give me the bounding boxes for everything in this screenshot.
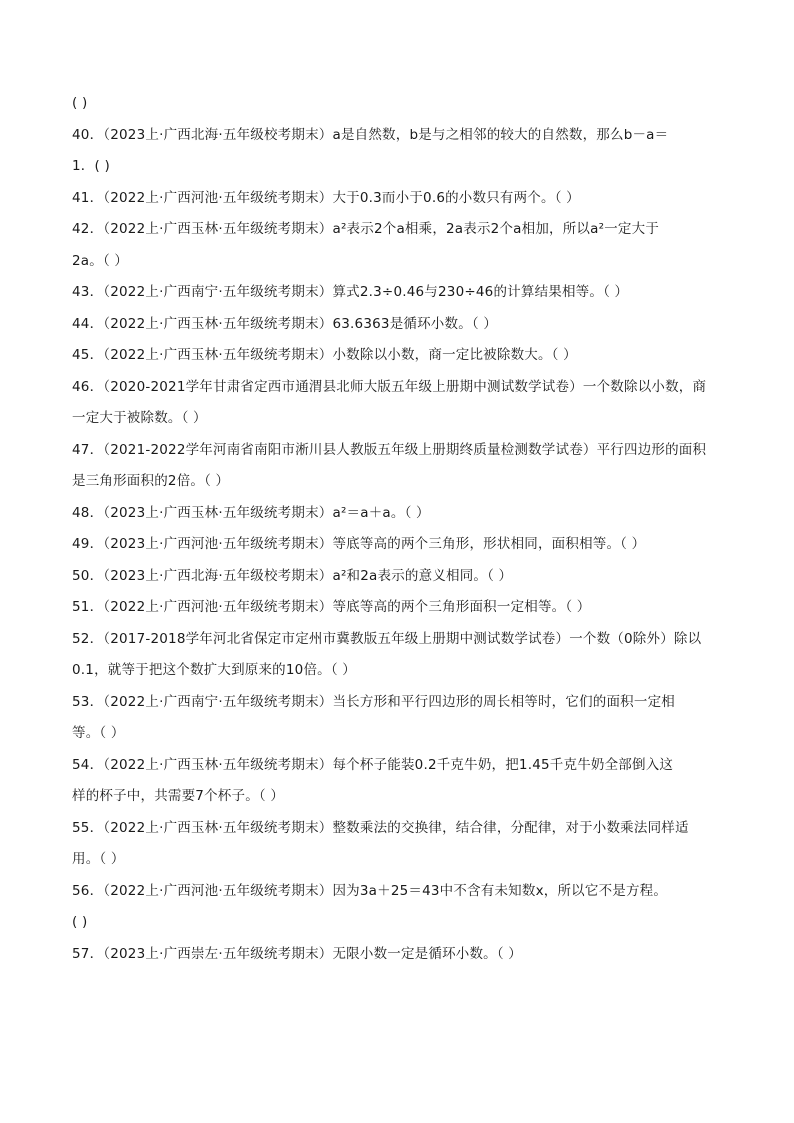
question-54-line-2: 样的杯子中，共需要7个杯子。（ ） <box>72 788 285 804</box>
question-43: 43．（2022上·广西南宁·五年级统考期末）算式2.3÷0.46与230÷46的计算结果相等。（ ） <box>72 284 629 300</box>
question-54-line-1: 54．（2022上·广西玉林·五年级统考期末）每个杯子能装0.2千克牛奶，把1.45千克牛奶全部倒入这 <box>72 756 674 773</box>
question-56-line-1: 56．（2022上·广西河池·五年级统考期末）因为3a＋25＝43中不含有未知数x，所以它不是方程。 <box>72 882 668 899</box>
question-55-line-1: 55．（2022上·广西玉林·五年级统考期末）整数乘法的交换律，结合律，分配律，对于小数乘法同样适 <box>72 819 689 836</box>
question-52-line-1: 52．（2017-2018学年河北省保定市定州市冀教版五年级上册期中测试数学试卷）一个数（0除外）除以 <box>72 630 702 647</box>
question-40-line-2: 1．( ) <box>72 158 110 174</box>
question-52-line-2: 0.1，就等于把这个数扩大到原来的10倍。（ ） <box>72 662 356 678</box>
question-50: 50．（2023上·广西北海·五年级校考期末）a²和2a表示的意义相同。（ ） <box>72 567 513 584</box>
question-48: 48．（2023上·广西玉林·五年级统考期末）a²＝a＋a。（ ） <box>72 504 430 521</box>
question-46-line-2: 一定大于被除数。（ ） <box>72 410 207 426</box>
question-47-line-1: 47．（2021-2022学年河南省南阳市淅川县人教版五年级上册期终质量检测数学试卷）平行四边形的面积 <box>72 441 707 458</box>
question-53-line-1: 53．（2022上·广西南宁·五年级统考期末）当长方形和平行四边形的周长相等时，它们的面积一定相 <box>72 693 675 710</box>
question-57: 57．（2023上·广西崇左·五年级统考期末）无限小数一定是循环小数。（ ） <box>72 945 523 962</box>
question-53-line-2: 等。（ ） <box>72 725 125 741</box>
question-47-line-2: 是三角形面积的2倍。（ ） <box>72 473 230 489</box>
question-56-line-2: ( ) <box>72 914 88 930</box>
answer-blank-line: ( ) <box>72 95 88 111</box>
question-42-line-1: 42．（2022上·广西玉林·五年级统考期末）a²表示2个a相乘，2a表示2个a相加，所以a²一定大于 <box>72 221 660 237</box>
question-44: 44．（2022上·广西玉林·五年级统考期末）63.6363是循环小数。（ ） <box>72 315 498 332</box>
question-list <box>72 88 722 970</box>
question-41: 41．（2022上·广西河池·五年级统考期末）大于0.3而小于0.6的小数只有两个。（ ） <box>72 189 580 206</box>
question-45: 45．（2022上·广西玉林·五年级统考期末）小数除以小数，商一定比被除数大。（ ） <box>72 347 577 363</box>
question-49: 49．（2023上·广西河池·五年级统考期末）等底等高的两个三角形，形状相同，面积相等。（ ） <box>72 536 646 552</box>
question-55-line-2: 用。（ ） <box>72 851 125 867</box>
question-46-line-1: 46．（2020-2021学年甘肃省定西市通渭县北师大版五年级上册期中测试数学试卷）一个数除以小数，商 <box>72 378 707 395</box>
question-42-line-2: 2a。（ ） <box>72 252 129 269</box>
question-40-line-1: 40．（2023上·广西北海·五年级校考期末）a是自然数，b是与之相邻的较大的自然数，那么b－a＝ <box>72 126 669 143</box>
question-51: 51．（2022上·广西河池·五年级统考期末）等底等高的两个三角形面积一定相等。（ ） <box>72 599 591 615</box>
